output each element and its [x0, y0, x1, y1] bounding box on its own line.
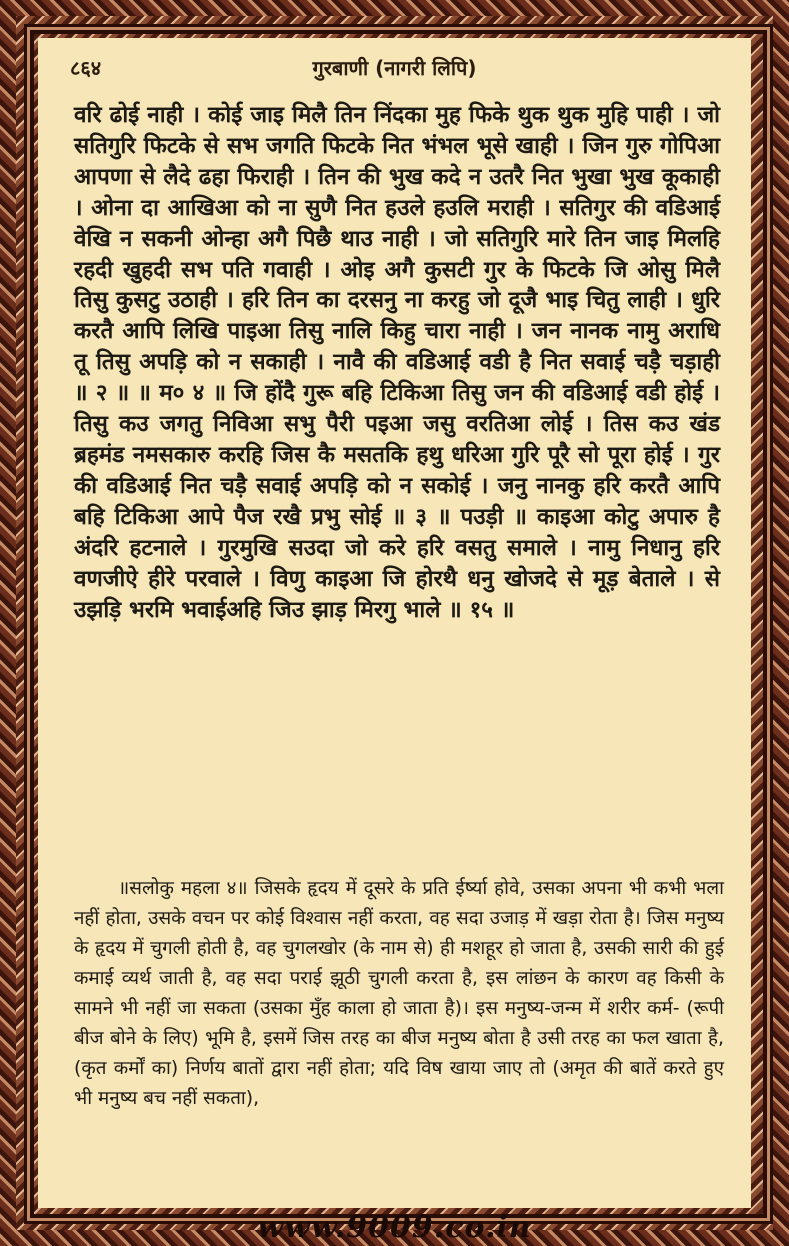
translation-text: ॥सलोकु महला ४॥ जिसके हृदय में दूसरे के प्रति ईर्ष्या होवे, उसका अपना भी कभी भला नहीं होता, उसके वचन पर कोई विश्वास नहीं करता, वह सदा उजाड़ में खड़ा रोता है। जिस मनुष्य के हृदय में चुगली होती है, वह चुगलखोर (के नाम से) ही मशहूर हो जाता है, उसकी सारी की हुई कमाई व्यर्थ जाती है, वह सदा पराई झूठी चुगली करता है, इस लांछन के कारण वह किसी के सामने भी नहीं जा सकता (उसका मुँह काला हो जाता है)। इस मनुष्य-जन्म में शरीर कर्म- (रूपी बीज बोने के लिए) भूमि है, इसमें जिस तरह का बीज मनुष्य बोता है उसी तरह का फल खाता है, (कृत कर्मों का) निर्णय बातों द्वारा नहीं होता; यदि विष खाया जाए तो (अमृत की बातें करते हुए भी मनुष्य बच नहीं सकता), — [74, 878, 724, 1109]
running-title: गुरबाणी (नागरी लिपि) — [312, 56, 477, 80]
scripture-text: वरि ढोई नाही । कोई जाइ मिलै तिन निंदका मुह फिके थुक थुक मुहि पाही । जो सतिगुरि फिटके से सभ जगति फिटके नित भंभल भूसे खाही । जिन गुरु गोपिआ आपणा से लैदे ढहा फिराही । तिन की भुख कदे न उतरै नित भुखा भुख कूकाही । ओना दा आखिआ को ना सुणै नित हउले हउलि मराही । सतिगुर की वडिआई वेखि न सकनी ओन्हा अगै पिछै थाउ नाही । जो सतिगुरि मारे तिन जाइ मिलहि रहदी खुहदी सभ पति गवाही । ओइ अगै कुसटी गुर के फिटके जि ओसु मिलै तिसु कुसटु उठाही । हरि तिन का दरसनु ना करहु जो दूजै भाइ चितु लाही । धुरि करतै आपि लिखि पाइआ तिसु नालि किहु चारा नाही । जन नानक नामु अराधि तू तिसु अपड़ि को न सकाही । नावै की वडिआई वडी है नित सवाई चड़ै चड़ाही ॥ २ ॥ ॥ म० ४ ॥ जि होंदै गुरू बहि टिकिआ तिसु जन की वडिआई वडी होई । तिसु कउ जगतु निविआ सभु पैरी पइआ जसु वरतिआ लोई । तिस कउ खंड ब्रहमंड नमसकारु करहि जिस कै मसतकि हथु धरिआ गुरि पूरै सो पूरा होई । गुर की वडिआई नित चड़ै सवाई अपड़ि को न सकोई । जनु नानकु हरि करतै आपि बहि टिकिआ आपे पैज रखै प्रभु सोई ॥ ३ ॥ पउड़ी ॥ काइआ कोटु अपारु है अंदरि हटनाले । गुरमुखि सउदा जो करे हरि वसतु समाले । नामु निधानु हरि वणजीऐ हीरे परवाले । विणु काइआ जि होरथै धनु खोजदे से मूड़ बेताले । से उझड़ि भरमि भवाईअहि जिउ झाड़ मिरगु भाले ॥ १५ ॥ — [74, 102, 720, 623]
page-paper — [38, 38, 751, 1208]
page-number: ८६४ — [70, 56, 102, 80]
page-header — [38, 54, 751, 84]
website-footer: www.9009.co.in — [257, 1210, 532, 1245]
